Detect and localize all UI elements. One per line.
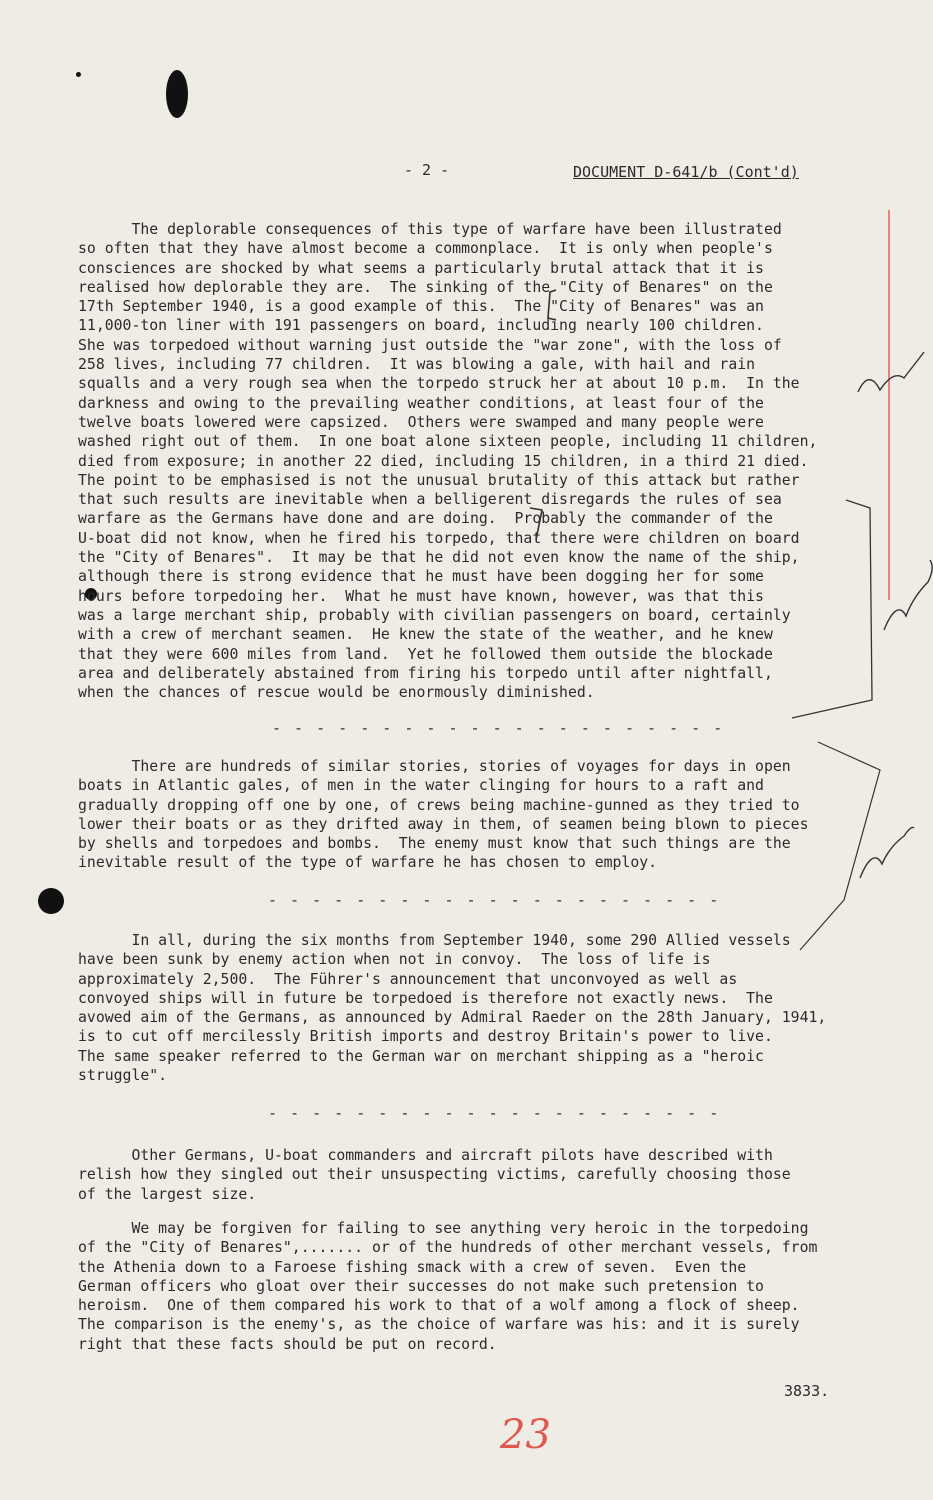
read-mark-2 [884,560,932,630]
paragraph-2: There are hundreds of similar stories, stories of voyages for days in open boats in Atlantic gales, of men in the water clinging for hours to a raft and gradually dropping off one by one, of crews being machine-gunned as they tried to lower their boats or as they drifted away in them, of seamen being blown to pieces by shells and torpedoes and bombs. The enemy must know that such things are the inevitable result of the type of warfare he has chosen to employ. [78,758,809,872]
paragraph-5: We may be forgiven for failing to see anything very heroic in the torpedoing of the "City of Benares",....... or of the hundreds of other merchant vessels, from the Athenia down to a Faroese fishing smack with a crew of seven. Even the German officers who gloat over their successes do not make such pretension to heroism. One of them compared his work to that of a wolf among a flock of sheep. The comparison is the enemy's, as the choice of warfare was his: and it is surely right that these facts should be put on record. [78,1220,818,1353]
paragraph-4: Other Germans, U-boat commanders and aircraft pilots have described with relish how they singled out their unsuspecting victims, carefully choosing those of the largest size. [78,1147,791,1203]
margin-line [800,742,880,950]
read-mark-1 [858,352,924,392]
paragraph-1: The deplorable consequences of this type of warfare have been illustrated so often that they have almost become a commonplace. It is only when people's consciences are shocked by what seems a particularly brutal attack that it is realised how deplorable they are. The sinking of the "City of Benares" on the 17th September 1940, is a good example of this. The "City of Benares" was an 11,000-ton liner with 191 passengers on board, including nearly 100 children. She was torpedoed without warning just outside the "war zone", with the loss of 258 lives, including 77 children. It was blowing a gale, with hail and rain squalls and a very rough sea when the torpedo struck her at about 10 p.m. In the darkness and owing to the prevailing weather conditions, at least four of the twelve boats lowered were capsized. Others were swamped and many people were washed right out of them. In one boat alone sixteen people, including 11 children, died from exposure; in another 22 died, including 15 children, in a third 21 died. The point to be emphasised is not the unusual brutality of this attack but rather that such results are inevitable when a belligerent disregards the rules of sea warfare as the Germans have done and are doing. Probably the commander of the U-boat did not know, when he fired his torpedo, that there were children on board the "City of Benares". It may be that he did not even know the name of the ship, although there is strong evidence that he must have been dogging her for some hours before torpedoing her. What he must have known, however, was that this was a large merchant ship, probably with civilian passengers on board, certainly with a crew of merchant seamen. He knew the state of the weather, and he knew that they were 600 miles from land. Yet he followed them outside the blockade area and deliberately abstained from firing his torpedo until after nightfall, when the chances of rescue would be enormously diminished. [78,221,818,702]
divider-2: - - - - - - - - - - - - - - - - - - - - - [268,891,721,909]
read-mark-3 [860,827,914,878]
divider-1: - - - - - - - - - - - - - - - - - - - - - [272,719,725,737]
footer-document-number: 3833. [784,1382,830,1400]
divider-3: - - - - - - - - - - - - - - - - - - - - - [268,1104,721,1122]
margin-bracket [792,500,872,718]
handwritten-page-number: 23 [500,1412,551,1458]
paragraph-3: In all, during the six months from September 1940, some 290 Allied vessels have been sunk by enemy action when not in convoy. The loss of life is approximately 2,500. The Führer's announcement that unconvoyed as well as convoyed ships will in future be torpedoed is therefore not exactly news. The avowed aim of the Germans, as announced by Admiral Raeder on the 28th January, 1941, is to cut off mercilessly British imports and destroy Britain's power to live. The same speaker referred to the German war on merchant shipping as a "heroic struggle". [78,932,827,1085]
bracket-close [530,508,542,540]
bracket-open [548,290,556,320]
document-reference: DOCUMENT D-641/b (Cont'd) [573,163,799,181]
page-number: - 2 - [404,161,450,179]
